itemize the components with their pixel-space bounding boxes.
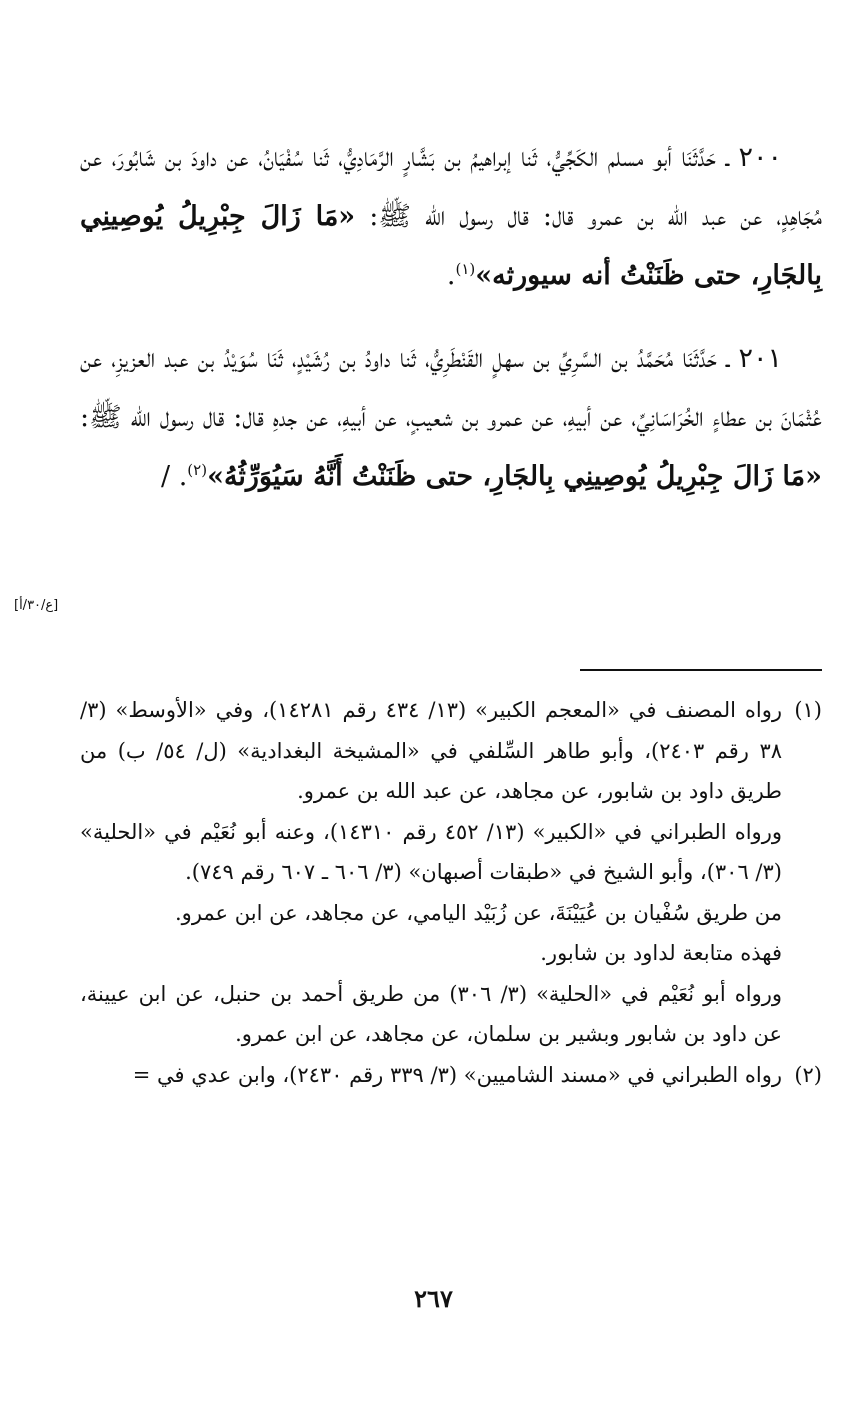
hadith-tail: . /	[161, 461, 188, 492]
hadith-isnad: ـ حَدَّثَنَا أبو مسلم الكَجِّيُّ، ثَنا إبراهيمُ بن بَشَّارٍ الرَّمَادِيُّ، ثَنا سُفْيَانُ، عن داودَ بن شَابُورَ، عن مُجَاهِدٍ، عن عبد الله بن عمرو قال: قال رسول الله ﷺ:	[80, 142, 823, 232]
page-number: ٢٦٧	[414, 1284, 453, 1313]
footnote-2	[80, 1055, 822, 1096]
footnote-paragraph: من طريق سُفْيان بن عُيَيْنَةَ، عن زُبَيْد اليامي، عن مجاهد، عن ابن عمرو.	[175, 900, 782, 925]
footnote-paragraph: رواه المصنف في «المعجم الكبير» (١٣/ ٤٣٤ رقم ١٤٢٨١)، وفي «الأوسط» (٣/ ٣٨ رقم ٢٤٠٣)، وأبو طاهر السِّلفي في «المشيخة البغدادية» (ل/ ٥٤/ ب) من طريق داود بن شابور، عن مجاهد، عن عبد الله بن عمرو.	[80, 698, 782, 803]
footnote-separator	[580, 669, 822, 671]
footnote-ref-1[interactable]: (١)	[455, 260, 476, 278]
footnotes	[80, 690, 822, 1095]
footnote-label: (١)	[794, 698, 822, 722]
footnote-paragraph: فهذه متابعة لداود بن شابور.	[540, 941, 782, 965]
hadith-200	[80, 128, 822, 305]
hadith-tail: .	[446, 260, 456, 291]
hadith-number: ٢٠١	[738, 343, 782, 374]
hadith-number: ٢٠٠	[738, 142, 782, 173]
hadith-matn: «مَا زَالَ جِبْرِيلُ يُوصِينِي بِالجَارِ، حتى ظَنَنْتُ أَنَّهُ سَيُوَرِّثُهُ»	[207, 461, 822, 492]
footnote-ref-2[interactable]: (٢)	[187, 461, 208, 479]
footnote-1	[80, 690, 822, 1055]
footnote-paragraph: رواه الطبراني في «مسند الشاميين» (٣/ ٣٣٩ رقم ٢٤٣٠)، وابن عدي في =	[132, 1062, 782, 1087]
hadith-matn: «مَا زَالَ جِبْرِيلُ يُوصِينِي بِالجَارِ، حتى ظَنَنْتُ أنه سيورثه»	[80, 201, 822, 291]
main-text	[80, 128, 822, 530]
footnote-paragraph: ورواه أبو نُعَيْم في «الحلية» (٣/ ٣٠٦) من طريق أحمد بن حنبل، عن ابن عيينة، عن داود بن شابور وبشير بن سلمان، عن مجاهد، عن ابن عمرو.	[80, 981, 782, 1046]
hadith-isnad: ـ حَدَّثَنَا مُحَمَّدُ بن السَّرِيِّ بن سهلٍ القَنْطَرِيُّ، ثَنا داودُ بن رُشَيْدٍ، ثَنَا سُوَيْدُ بن عبد العزيزِ، عن عُثْمَانَ بن عطاءٍ الخُرَاسَانِيِّ، عن أبيهِ، عن عمرو بن شعيبٍ، عن أبيهِ، عن جدهِ قال: قال رسول الله ﷺ:	[80, 343, 822, 433]
footnote-label: (٢)	[794, 1062, 822, 1087]
manuscript-margin-reference: [ع/٣٠/أ]	[14, 598, 59, 613]
hadith-201	[80, 329, 822, 506]
footnote-paragraph: ورواه الطبراني في «الكبير» (١٣/ ٤٥٢ رقم ١٤٣١٠)، وعنه أبو نُعَيْم في «الحلية» (٣/ ٣٠٦)، وأبو الشيخ في «طبقات أصبهان» (٣/ ٦٠٦ ـ ٦٠٧ رقم ٧٤٩).	[80, 819, 782, 884]
